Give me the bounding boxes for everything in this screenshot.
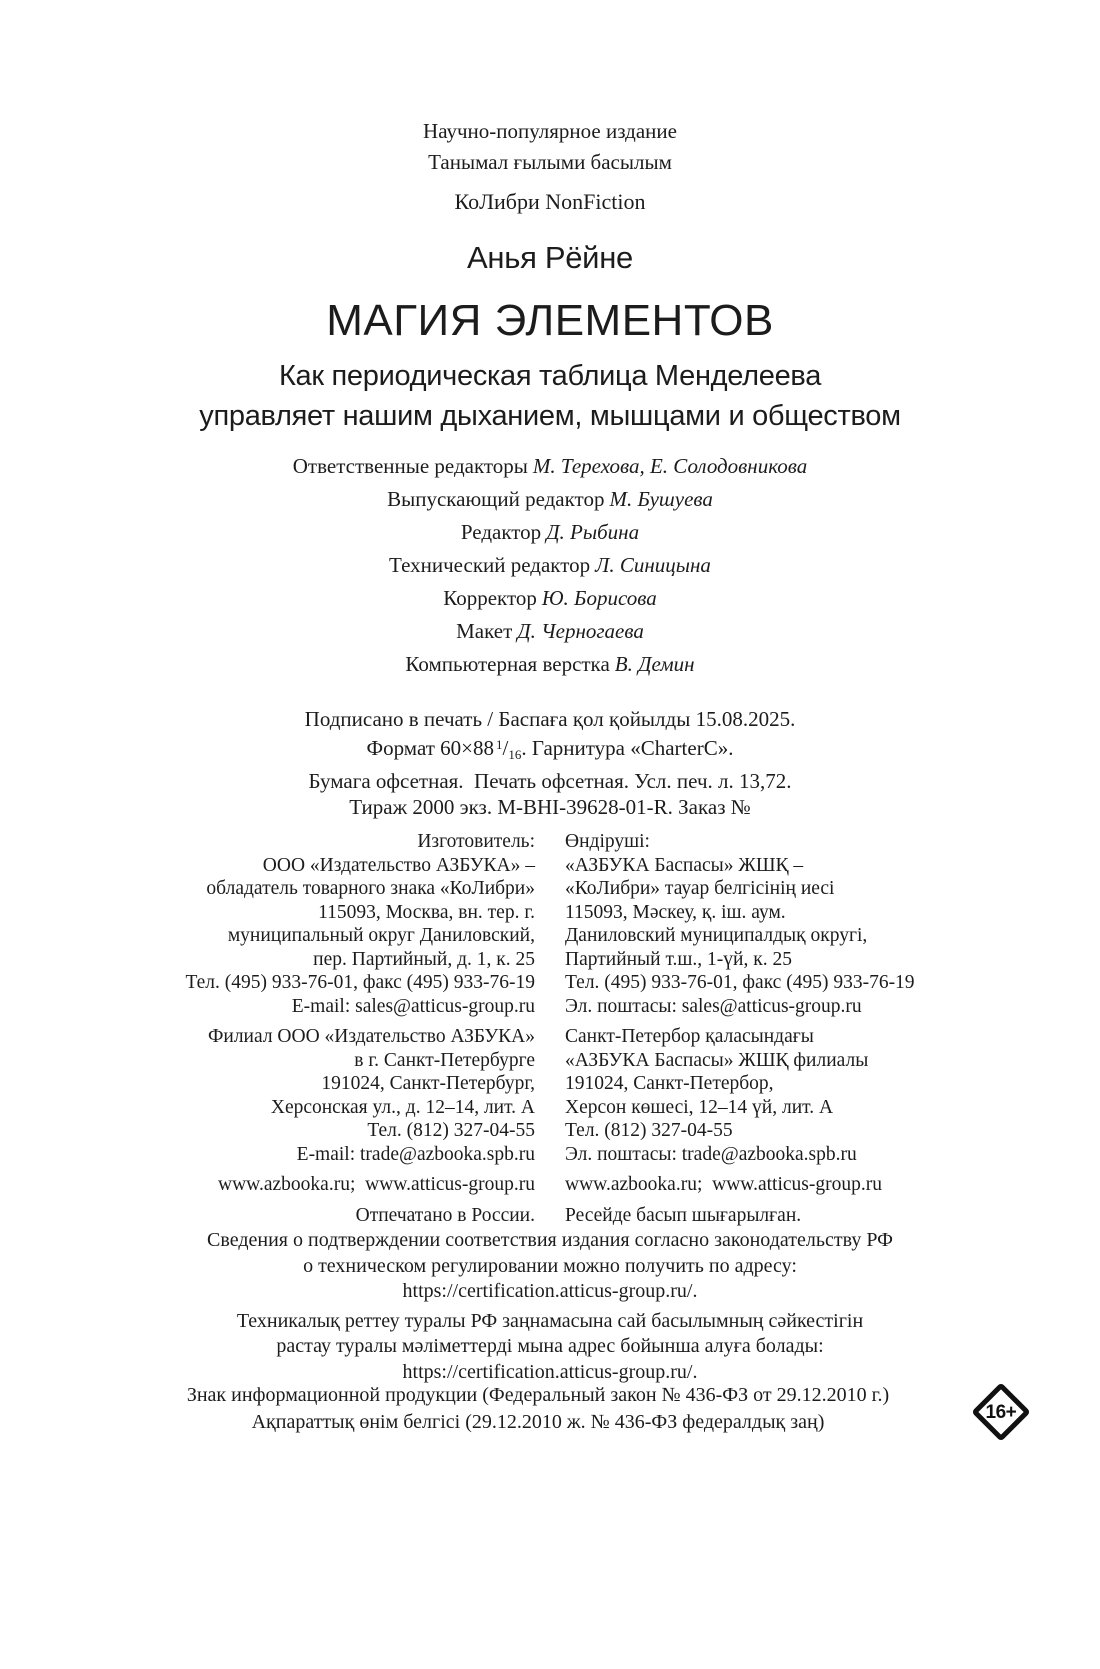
address-line: пер. Партийный, д. 1, к. 25 <box>313 948 535 970</box>
credit-person: М. Терехова, Е. Солодовникова <box>532 454 808 478</box>
address-line: Эл. поштасы: trade@azbooka.spb.ru <box>565 1143 857 1165</box>
print-info-paper: Бумага офсетная. Печать офсетная. Усл. печ. л. 13,72. <box>308 769 792 793</box>
age-law-ru: Знак информационной продукции (Федеральный закон № 436-ФЗ от 29.12.2010 г.) <box>186 1384 890 1406</box>
certification-block <box>0 1228 1100 1389</box>
cert-line: Техникалық реттеу туралы РФ заңнамасына сай басылымның сәйкестігін <box>236 1309 864 1332</box>
age-rating-section <box>0 1382 1100 1436</box>
address-line: ООО «Издательство АЗБУКА» – <box>262 854 535 876</box>
address-line: Херсон көшесі, 12–14 үй, лит. А <box>565 1096 834 1118</box>
print-info-format <box>0 732 1100 768</box>
credit-person: Л. Синицына <box>595 553 711 577</box>
subtitle-line-2: управляет нашим дыханием, мышцами и обществом <box>199 400 901 432</box>
credit-row <box>0 615 1100 648</box>
cert-url: https://certification.atticus-group.ru/. <box>402 1360 698 1383</box>
book-subtitle <box>0 356 1100 436</box>
address-line: 191024, Санкт-Петербор, <box>565 1073 774 1094</box>
credit-person: М. Бушуева <box>609 487 713 511</box>
certification-kz <box>0 1309 1100 1386</box>
credit-role: Макет <box>456 619 513 643</box>
book-title: МАГИЯ ЭЛЕМЕНТОВ <box>326 296 774 345</box>
credit-person: Ю. Борисова <box>541 586 657 610</box>
address-line: Эл. поштасы: sales@atticus-group.ru <box>565 995 862 1017</box>
credit-role: Компьютерная верстка <box>405 652 610 676</box>
branch-ru-block <box>135 1025 535 1166</box>
credit-role: Корректор <box>443 586 537 610</box>
address-line: Тел. (812) 327-04-55 <box>367 1120 535 1141</box>
cert-line: Сведения о подтверждении соответствия издания согласно законодательству РФ <box>207 1229 893 1251</box>
credit-person: В. Демин <box>614 652 695 676</box>
author-name: Анья Рёйне <box>467 240 633 275</box>
address-line: «АЗБУКА Баспасы» ЖШҚ – <box>565 854 804 876</box>
credit-row <box>0 483 1100 516</box>
credit-role: Технический редактор <box>389 553 591 577</box>
series-line-kz: Танымал ғылыми басылым <box>428 150 672 174</box>
address-line: в г. Санкт-Петербурге <box>354 1049 535 1071</box>
credits-block <box>0 450 1100 681</box>
credit-person: Д. Черногаева <box>517 619 644 643</box>
address-line: Өндіруші: <box>565 831 650 852</box>
address-line: Даниловский муниципалдық округі, <box>565 925 868 946</box>
address-line: Филиал ООО «Издательство АЗБУКА» <box>207 1026 535 1047</box>
format-fraction-denominator: 16 <box>508 747 522 762</box>
credit-role: Ответственные редакторы <box>292 454 528 478</box>
address-line: 115093, Мәскеу, қ. іш. аум. <box>565 901 786 923</box>
series-block <box>0 116 1100 178</box>
print-info-block <box>0 706 1100 820</box>
address-line: E-mail: trade@azbooka.spb.ru <box>296 1143 535 1165</box>
print-info-signed: Подписано в печать / Баспаға қол қойылды 15.08.2025. <box>304 707 796 731</box>
manufacturer-columns <box>0 830 1100 1234</box>
certification-ru <box>0 1228 1100 1305</box>
credit-role: Выпускающий редактор <box>387 487 605 511</box>
cert-line: о техническом регулировании можно получить по адресу: <box>303 1254 797 1277</box>
age-rating-label: 16+ <box>985 1401 1017 1423</box>
manufacturer-kz-block <box>565 830 965 1018</box>
address-line: «АЗБУКА Баспасы» ЖШҚ филиалы <box>565 1049 869 1071</box>
manufacturer-column-ru <box>135 830 535 1234</box>
format-suffix: . Гарнитура «CharterC». <box>521 736 734 760</box>
credit-row <box>0 450 1100 483</box>
manufacturer-ru-block <box>135 830 535 1018</box>
subtitle-line-1: Как периодическая таблица Менделеева <box>278 360 822 392</box>
print-info-tirazh: Тираж 2000 экз. M-BHI-39628-01-R. Заказ № <box>349 795 751 819</box>
format-fraction-numerator: 1 <box>496 737 503 752</box>
address-line: «КоЛибри» тауар белгісінің иесі <box>565 878 835 899</box>
cert-line: растау туралы мәліметтерді мына адрес бойынша алуға болады: <box>276 1335 824 1357</box>
credit-role: Редактор <box>460 520 542 544</box>
address-line: Изготовитель: <box>417 831 535 852</box>
cert-url: https://certification.atticus-group.ru/. <box>402 1280 698 1302</box>
address-line: Партийный т.ш., 1-үй, к. 25 <box>565 948 792 970</box>
address-line: Тел. (495) 933-76-01, факс (495) 933-76-19 <box>565 972 915 993</box>
age-law-kz: Ақпараттық өнім белгісі (29.12.2010 ж. № 436-ФЗ федералдық заң) <box>251 1411 825 1433</box>
printed-in-kz: Ресейде басып шығарылған. <box>565 1204 802 1226</box>
series-line-ru: Научно-популярное издание <box>423 119 677 143</box>
address-line: E-mail: sales@atticus-group.ru <box>291 995 535 1017</box>
credit-row <box>0 549 1100 582</box>
printed-in-ru: Отпечатано в России. <box>355 1204 535 1226</box>
address-line: Санкт-Петербор қаласындағы <box>565 1026 814 1047</box>
manufacturer-column-kz <box>565 830 965 1234</box>
websites-ru: www.azbooka.ru; www.atticus-group.ru <box>218 1174 535 1195</box>
credit-row <box>0 582 1100 615</box>
address-line: Тел. (495) 933-76-01, факс (495) 933-76-19 <box>185 972 535 993</box>
address-line: муниципальный округ Даниловский, <box>227 925 535 946</box>
credit-person: Д. Рыбина <box>546 520 640 544</box>
websites-kz: www.azbooka.ru; www.atticus-group.ru <box>565 1174 882 1195</box>
address-line: обладатель товарного знака «КоЛибри» <box>206 878 535 899</box>
credit-row <box>0 516 1100 549</box>
format-prefix: Формат 60×88 <box>366 736 494 760</box>
address-line: Тел. (812) 327-04-55 <box>565 1120 733 1141</box>
branch-kz-block <box>565 1025 965 1166</box>
address-line: 191024, Санкт-Петербург, <box>321 1073 535 1094</box>
format-fraction-slash: / <box>502 736 509 760</box>
address-line: Херсонская ул., д. 12–14, лит. А <box>270 1096 535 1118</box>
imprint-name: КоЛибри NonFiction <box>454 189 646 214</box>
credit-row <box>0 648 1100 681</box>
address-line: 115093, Москва, вн. тер. г. <box>318 901 535 923</box>
